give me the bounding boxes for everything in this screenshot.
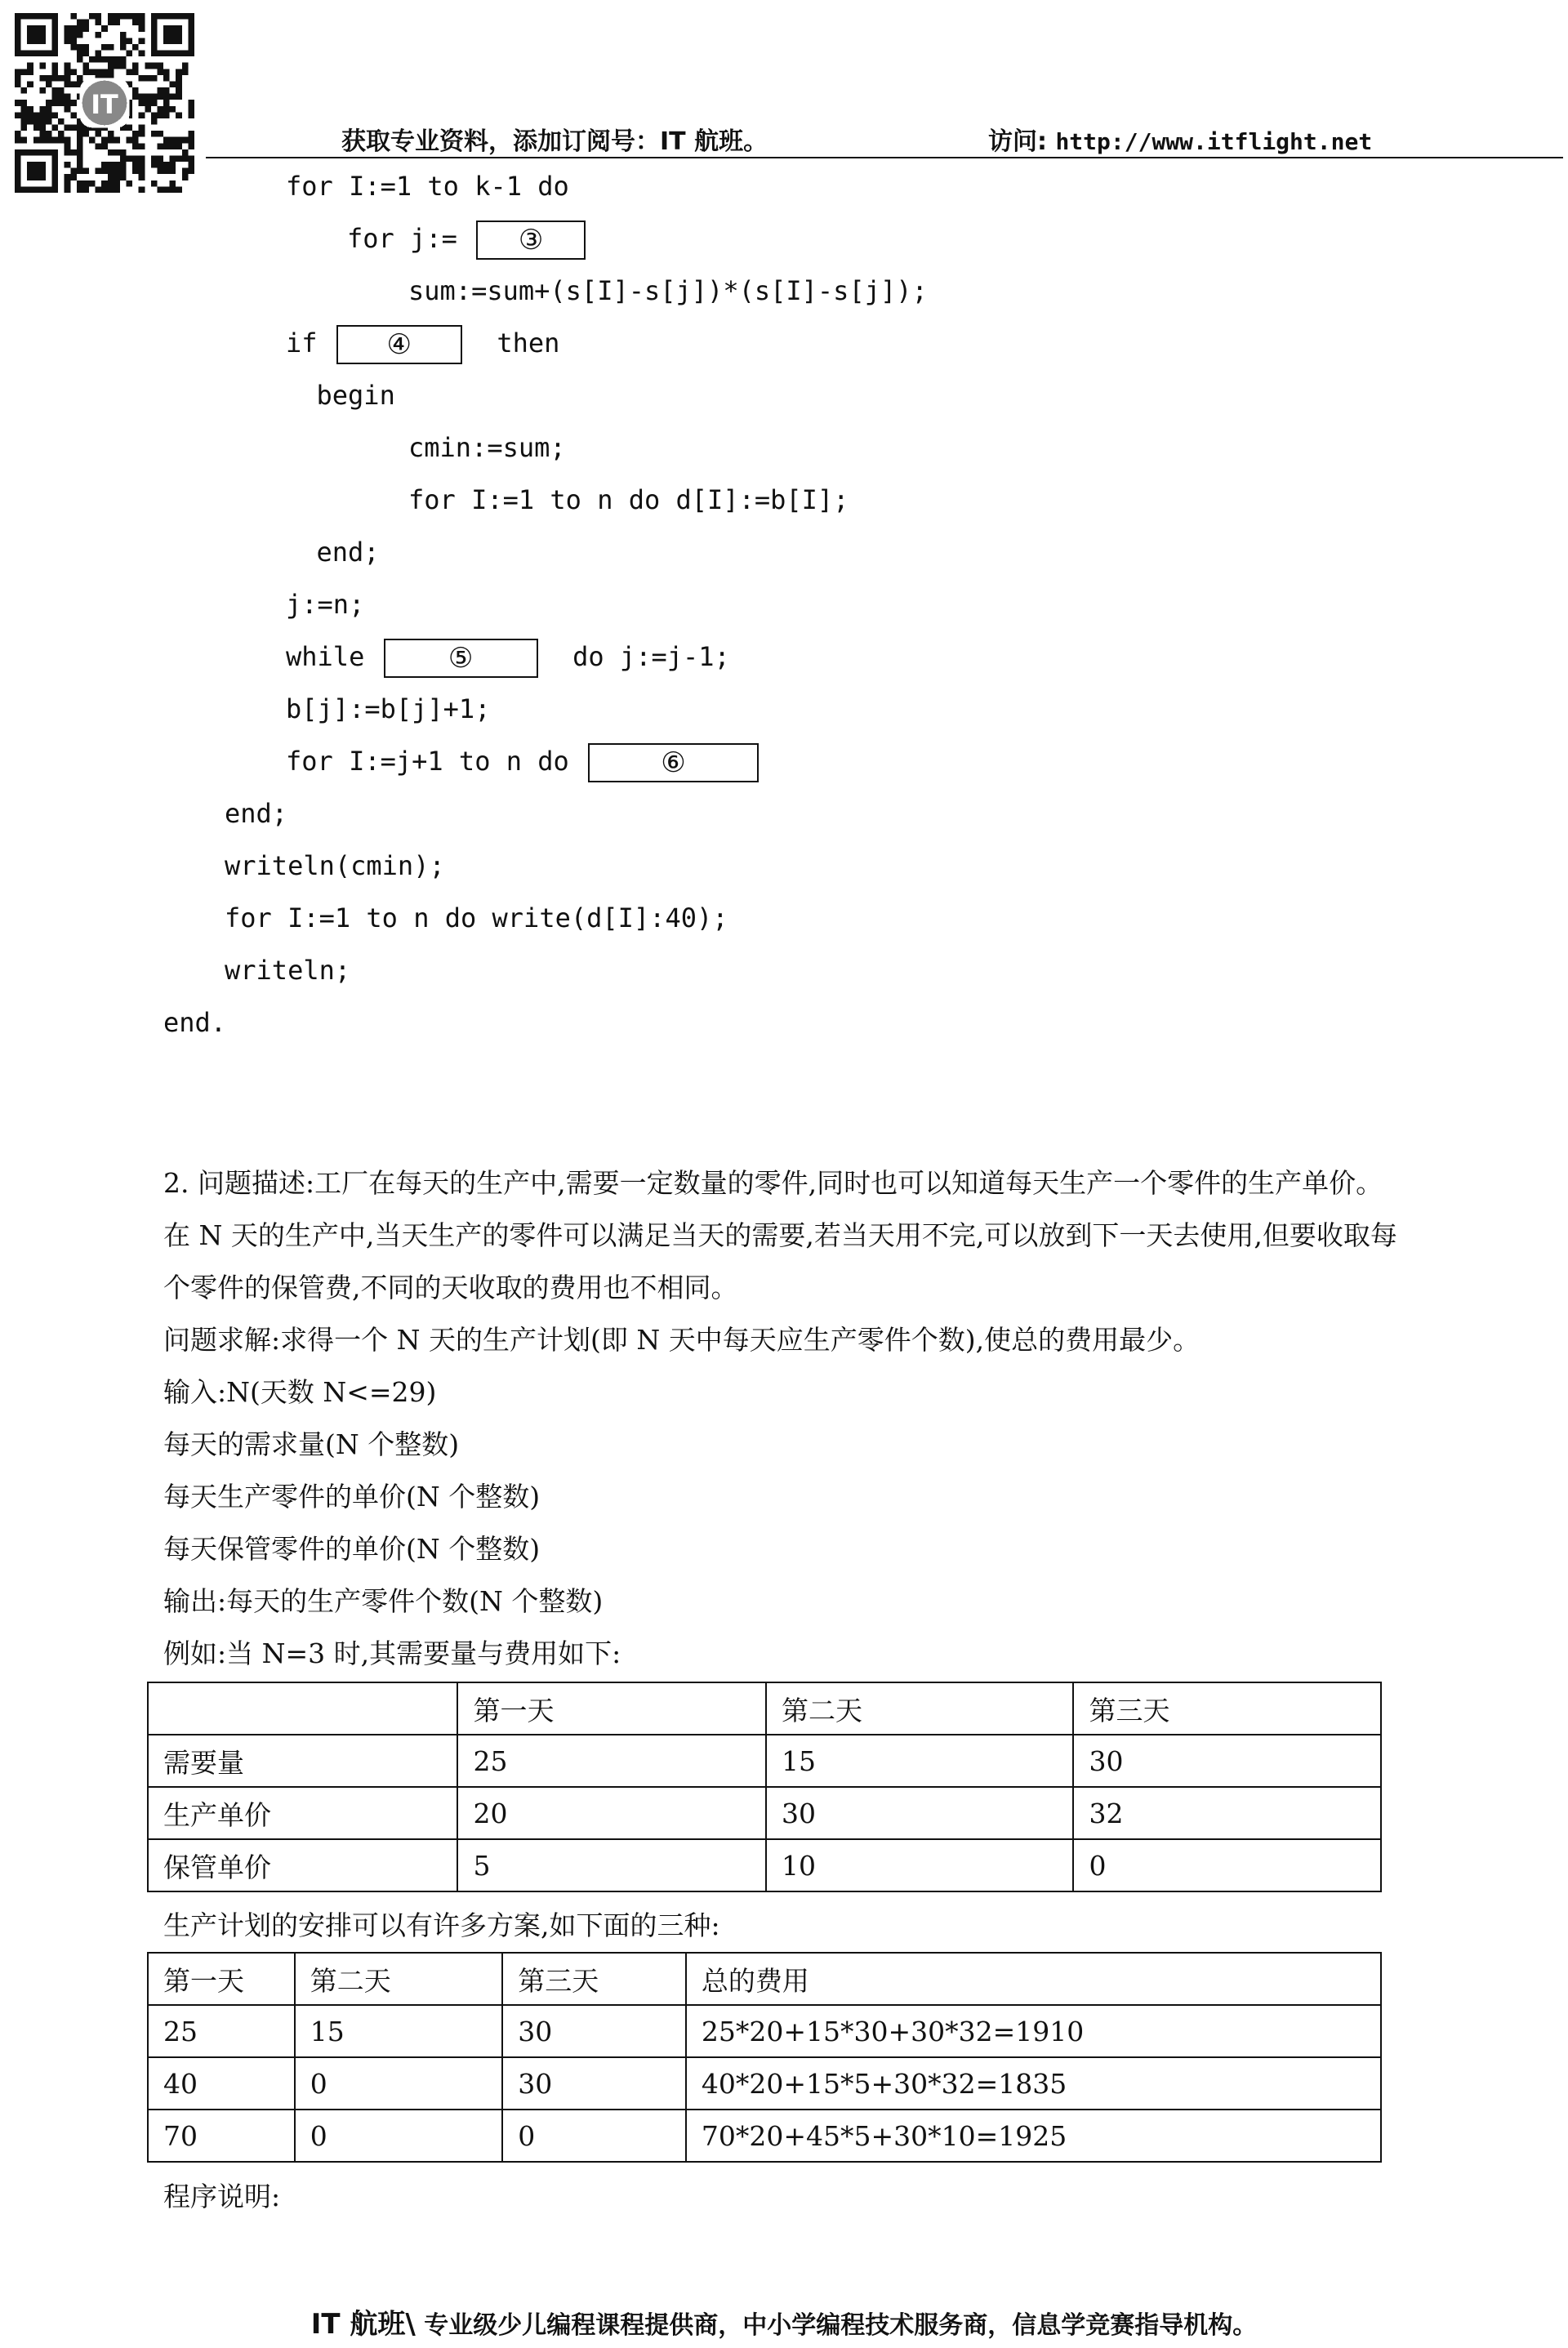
- description-line: 每天保管零件的单价(N 个整数): [163, 1533, 541, 1565]
- code-line: [317, 369, 395, 421]
- description-line: 输出:每天的生产零件个数(N 个整数): [163, 1585, 604, 1617]
- code-text: for I:=1 to n do d[I]:=b[I];: [408, 484, 849, 515]
- table-cell: 0: [295, 2110, 503, 2162]
- table-row: [148, 1787, 1381, 1839]
- code-line: [163, 996, 226, 1049]
- code-line: [225, 892, 728, 944]
- program-note: 程序说明:: [163, 2181, 281, 2212]
- code-text: do j:=j-1;: [541, 641, 730, 672]
- table-cell: [148, 1682, 457, 1735]
- table-cell: 生产单价: [148, 1787, 457, 1839]
- table-row: [148, 2005, 1381, 2057]
- table-cell: 25*20+15*30+30*32=1910: [686, 2005, 1381, 2057]
- code-text: for I:=j+1 to n do: [286, 746, 586, 777]
- code-text: for I:=1 to n do write(d[I]:40);: [225, 902, 728, 933]
- code-text: end;: [225, 798, 288, 829]
- table-cell: 第一天: [148, 1953, 295, 2005]
- table-cell: 30: [502, 2057, 686, 2110]
- table-cell: 30: [502, 2005, 686, 2057]
- table-cell: 10: [766, 1839, 1074, 1891]
- table-cell: 32: [1073, 1787, 1381, 1839]
- table-row: [148, 1839, 1381, 1891]
- code-line: [286, 630, 730, 683]
- code-text: begin: [316, 380, 395, 411]
- code-text: for j:=: [347, 223, 474, 254]
- table-cell: 保管单价: [148, 1839, 457, 1891]
- qr-logo-text: IT: [91, 88, 118, 120]
- code-line: [225, 944, 350, 996]
- table-header-row: [148, 1953, 1381, 2005]
- code-line: [317, 526, 380, 578]
- code-text: sum:=sum+(s[I]-s[j])*(s[I]-s[j]);: [408, 275, 928, 306]
- plan-caption: 生产计划的安排可以有许多方案,如下面的三种:: [163, 1909, 720, 1941]
- code-text: writeln(cmin);: [225, 850, 445, 881]
- code-line: [347, 212, 589, 265]
- header-divider: [206, 157, 1563, 158]
- code-text: then: [465, 327, 560, 359]
- table-cell: 70*20+45*5+30*10=1925: [686, 2110, 1381, 2162]
- code-line: [408, 474, 849, 526]
- code-line: [225, 787, 287, 840]
- code-text: if: [286, 327, 333, 359]
- table-cell: 总的费用: [686, 1953, 1381, 2005]
- table-cell: 第二天: [295, 1953, 503, 2005]
- answer-blank[interactable]: ③: [476, 221, 586, 260]
- code-line: [408, 265, 928, 317]
- plan-table: [147, 1952, 1382, 2163]
- header-visit-label: 访问:: [988, 127, 1047, 156]
- table-cell: 0: [1073, 1839, 1381, 1891]
- table-cell: 需要量: [148, 1735, 457, 1787]
- description-line: 2. 问题描述:工厂在每天的生产中,需要一定数量的零件,同时也可以知道每天生产一个零件的生产单价。: [163, 1167, 1383, 1199]
- table-cell: 第二天: [766, 1682, 1074, 1735]
- table-cell: 30: [1073, 1735, 1381, 1787]
- description-line: 问题求解:求得一个 N 天的生产计划(即 N 天中每天应生产零件个数),使总的费用最少。: [163, 1324, 1200, 1356]
- code-text: for I:=1 to k-1 do: [286, 171, 569, 202]
- description-line: 输入:N(天数 N<=29): [163, 1376, 437, 1408]
- code-line: [286, 683, 490, 735]
- code-text: end;: [316, 537, 380, 568]
- code-text: while: [286, 641, 381, 672]
- table-cell: 70: [148, 2110, 295, 2162]
- table-cell: 30: [766, 1787, 1074, 1839]
- description-line: 个零件的保管费,不同的天收取的费用也不相同。: [163, 1272, 738, 1303]
- answer-blank[interactable]: ④: [336, 325, 462, 364]
- table-cell: 15: [766, 1735, 1074, 1787]
- cost-table: [147, 1682, 1382, 1892]
- table-row: [148, 2110, 1381, 2162]
- table-cell: 第三天: [502, 1953, 686, 2005]
- table-row: [148, 1735, 1381, 1787]
- header-subscribe-text: 获取专业资料，添加订阅号：IT 航班。: [341, 127, 768, 156]
- problem-description: [163, 1157, 1568, 1680]
- footer-brand: IT 航班\: [310, 2308, 416, 2341]
- header-visit: [988, 121, 1372, 157]
- code-line: [225, 840, 445, 892]
- qr-code-icon: [15, 13, 194, 193]
- description-line: 在 N 天的生产中,当天生产的零件可以满足当天的需要,若当天用不完,可以放到下一天去使用,但要收取每: [163, 1219, 1397, 1251]
- table-cell: 25: [457, 1735, 766, 1787]
- code-line: [286, 735, 762, 787]
- header-url-link[interactable]: http://www.itflight.net: [1055, 128, 1373, 155]
- table-cell: 5: [457, 1839, 766, 1891]
- table-cell: 25: [148, 2005, 295, 2057]
- answer-blank[interactable]: ⑥: [588, 743, 759, 782]
- answer-blank[interactable]: ⑤: [384, 639, 538, 678]
- footer: [0, 2301, 1568, 2341]
- description-line: 例如:当 N=3 时,其需要量与费用如下:: [163, 1637, 621, 1669]
- table-row: [148, 2057, 1381, 2110]
- table-cell: 15: [295, 2005, 503, 2057]
- description-line: 每天生产零件的单价(N 个整数): [163, 1481, 541, 1513]
- code-line: [286, 317, 559, 369]
- table-cell: 第三天: [1073, 1682, 1381, 1735]
- table-cell: 20: [457, 1787, 766, 1839]
- table-cell: 0: [295, 2057, 503, 2110]
- code-text: b[j]:=b[j]+1;: [286, 693, 491, 724]
- code-text: j:=n;: [286, 589, 365, 620]
- description-line: 每天的需求量(N 个整数): [163, 1428, 460, 1460]
- code-text: writeln;: [225, 955, 351, 986]
- code-text: cmin:=sum;: [408, 432, 566, 463]
- footer-text: 专业级少儿编程课程提供商，中小学编程技术服务商，信息学竞赛指导机构。: [415, 2311, 1258, 2340]
- code-text: end.: [163, 1007, 227, 1038]
- table-cell: 40: [148, 2057, 295, 2110]
- code-line: [286, 160, 569, 212]
- table-header-row: [148, 1682, 1381, 1735]
- table-cell: 0: [502, 2110, 686, 2162]
- code-line: [286, 578, 364, 630]
- table-cell: 第一天: [457, 1682, 766, 1735]
- code-line: [408, 421, 566, 474]
- table-cell: 40*20+15*5+30*32=1835: [686, 2057, 1381, 2110]
